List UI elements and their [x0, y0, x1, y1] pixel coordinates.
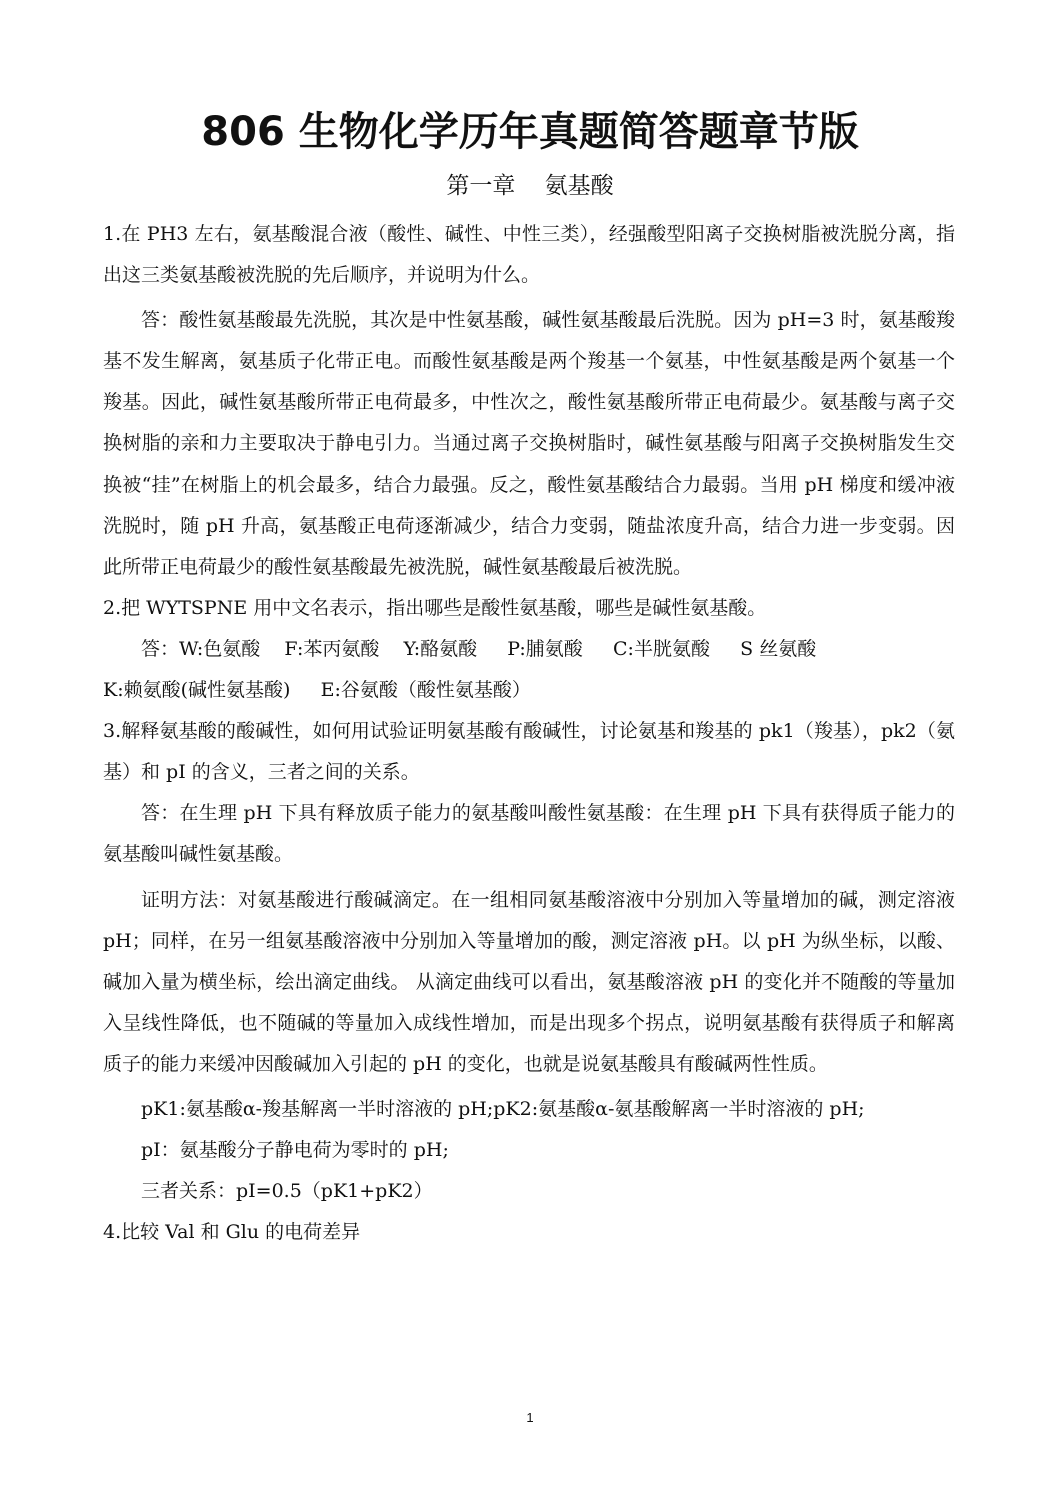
question-2: 2.把 WYTSPNE 用中文名表示，指出哪些是酸性氨基酸，哪些是碱性氨基酸。 [103, 596, 767, 619]
answer-1: 答：酸性氨基酸最先洗脱，其次是中性氨基酸，碱性氨基酸最后洗脱。因为 pH=3 时，氨基酸羧基不发生解离，氨基质子化带正电。而酸性氨基酸是两个羧基一个氨基，中性氨基酸是两个氨基一个羧基。因此，碱性氨基酸所带正电荷最多，中性次之，酸性氨基酸所带正电荷最少。氨基酸与离子交换树脂的亲和力主要取决于静电引力。当通过离子交换树脂时，碱性氨基酸与阳离子交换树脂发生交换被“挂”在树脂上的机会最多，结合力最强。反之，酸性氨基酸结合力最弱。当用 pH 梯度和缓冲液洗脱时，随 pH 升高，氨基酸正电荷逐渐减少，结合力变弱，随盐浓度升高，结合力进一步变弱。因此所带正电荷最少的酸性氨基酸最先被洗脱，碱性氨基酸最后被洗脱。 [103, 309, 955, 578]
answer-2-line-2: K:赖氨酸(碱性氨基酸) E:谷氨酸（酸性氨基酸） [103, 679, 531, 702]
document-title: 806 生物化学历年真题简答题章节版 [201, 109, 859, 155]
answer-3-pi-definition: pI：氨基酸分子静电荷为零时的 pH; [141, 1139, 449, 1162]
answer-3-method: 证明方法：对氨基酸进行酸碱滴定。在一组相同氨基酸溶液中分别加入等量增加的碱，测定溶液 pH；同样，在另一组氨基酸溶液中分别加入等量增加的酸，测定溶液 pH。以 pH 为纵坐标，以酸、碱加入量为横坐标，绘出滴定曲线。 从滴定曲线可以看出，氨基酸溶液 pH 的变化并不随酸的等量加入呈线性降低，也不随碱的等量加入成线性增加，而是出现多个拐点，说明氨基酸有获得质子和解离质子的能力来缓冲因酸碱加入引起的 pH 的变化，也就是说氨基酸具有酸碱两性性质。 [103, 888, 955, 1075]
page-number: 1 [526, 1410, 534, 1425]
answer-3-pk-definition: pK1:氨基酸α-羧基解离一半时溶液的 pH;pK2:氨基酸α-氨基酸解离一半时溶液的 pH; [141, 1097, 865, 1120]
answer-2-line-1: 答：W:色氨酸 F:苯丙氨酸 Y:酪氨酸 P:脯氨酸 C:半胱氨酸 S 丝氨酸 [141, 637, 817, 660]
answer-3-relationship: 三者关系：pI=0.5（pK1+pK2） [141, 1180, 433, 1203]
question-1: 1.在 PH3 左右，氨基酸混合液（酸性、碱性、中性三类），经强酸型阳离子交换树脂被洗脱分离，指出这三类氨基酸被洗脱的先后顺序，并说明为什么。 [103, 223, 955, 287]
question-3: 3.解释氨基酸的酸碱性，如何用试验证明氨基酸有酸碱性，讨论氨基和羧基的 pk1（羧基），pk2（氨基）和 pI 的含义，三者之间的关系。 [103, 720, 955, 784]
document-body [103, 214, 955, 1253]
chapter-heading: 第一章 氨基酸 [446, 173, 614, 199]
answer-3-definition: 答：在生理 pH 下具有释放质子能力的氨基酸叫酸性氨基酸：在生理 pH 下具有获得质子能力的氨基酸叫碱性氨基酸。 [103, 802, 955, 866]
question-4: 4.比较 Val 和 Glu 的电荷差异 [103, 1221, 361, 1244]
